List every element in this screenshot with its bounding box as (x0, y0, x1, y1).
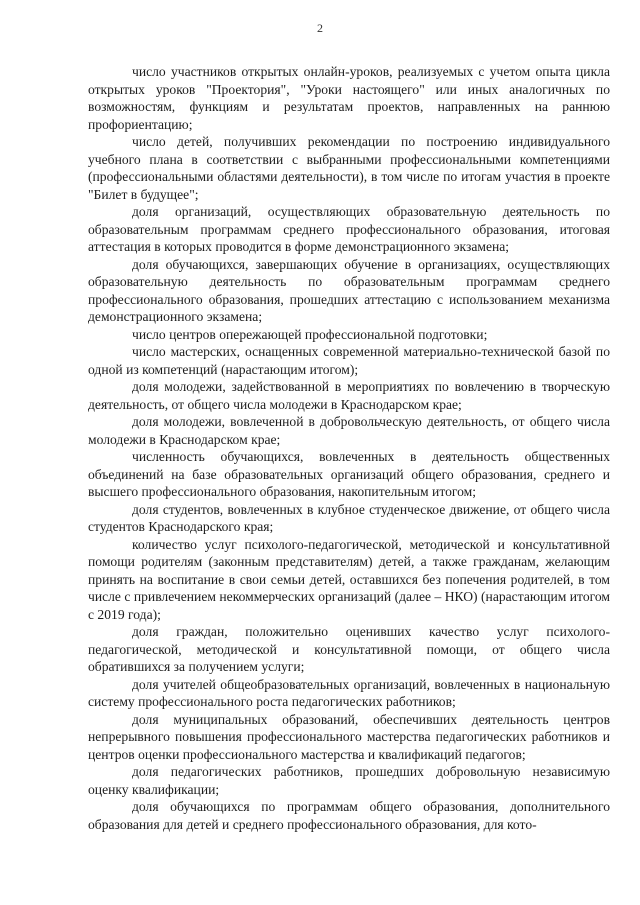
paragraph: число центров опережающей профессиональной подготовки; (132, 326, 488, 342)
paragraph: доля студентов, вовлеченных в клубное студенческое движение, от общего числа студентов Краснодарского края; (88, 501, 610, 534)
paragraph: численность обучающихся, вовлеченных в деятельность общественных объединений на базе образовательных организаций общего образования, среднего и высшего профессионального образования, накопительным итогом; (88, 449, 610, 499)
paragraph: доля граждан, положительно оценивших качество услуг психолого-педагогической, методической и консультативной помощи, от общего числа обратившихся за получением услуги; (88, 624, 610, 674)
paragraph: доля педагогических работников, прошедших добровольную независимую оценку квалификации; (88, 764, 610, 797)
paragraph: доля обучающихся, завершающих обучение в организациях, осуществляющих образовательную деятельность по образовательным программам среднего профессионального образования, прошедших аттестацию с использованием механизма демонстрационного экзамена; (88, 256, 610, 324)
page-number: 2 (317, 21, 323, 35)
paragraph: доля обучающихся по программам общего образования, дополнительного образования для детей и среднего профессионального образования, для кото- (88, 799, 610, 832)
paragraph: доля муниципальных образований, обеспечивших деятельность центров непрерывного повышения профессионального мастерства педагогических работников и центров оценки профессионального мастерства и квалификаций педагогов; (88, 711, 610, 762)
paragraph: доля молодежи, задействованной в мероприятиях по вовлечению в творческую деятельность, от общего числа молодежи в Краснодарском крае; (88, 379, 610, 412)
paragraph: количество услуг психолого-педагогической, методической и консультативной помощи родителям (законным представителям) детей, а также гражданам, желающим принять на воспитание в свои семьи детей, оставшихся без попечения родителей, в том числе с привлечением некоммерческих организаций (далее – НКО) (нарастающим итогом с 2019 года); (88, 536, 610, 622)
paragraph: число участников открытых онлайн-уроков, реализуемых с учетом опыта цикла открытых уроков "Проектория", "Уроки настоящего" или иных аналогичных по возможностям, функциям и результатам проектов, направленных на раннюю профориентацию; (88, 64, 610, 132)
document-body (88, 63, 610, 833)
paragraph: число детей, получивших рекомендации по построению индивидуального учебного плана в соответствии с выбранными профессиональными компетенциями (профессиональными областями деятельности), в том числе по итогам участия в проекте "Билет в будущее"; (88, 134, 610, 202)
paragraph: доля учителей общеобразовательных организаций, вовлеченных в национальную систему профессионального роста педагогических работников; (88, 676, 610, 709)
paragraph: доля молодежи, вовлеченной в добровольческую деятельность, от общего числа молодежи в Краснодарском крае; (88, 414, 610, 447)
paragraph: доля организаций, осуществляющих образовательную деятельность по образовательным программам среднего профессионального образования, итоговая аттестация в которых проводится в форме демонстрационного экзамена; (88, 204, 610, 254)
paragraph: число мастерских, оснащенных современной материально-технической базой по одной из компетенций (нарастающим итогом); (88, 344, 610, 377)
